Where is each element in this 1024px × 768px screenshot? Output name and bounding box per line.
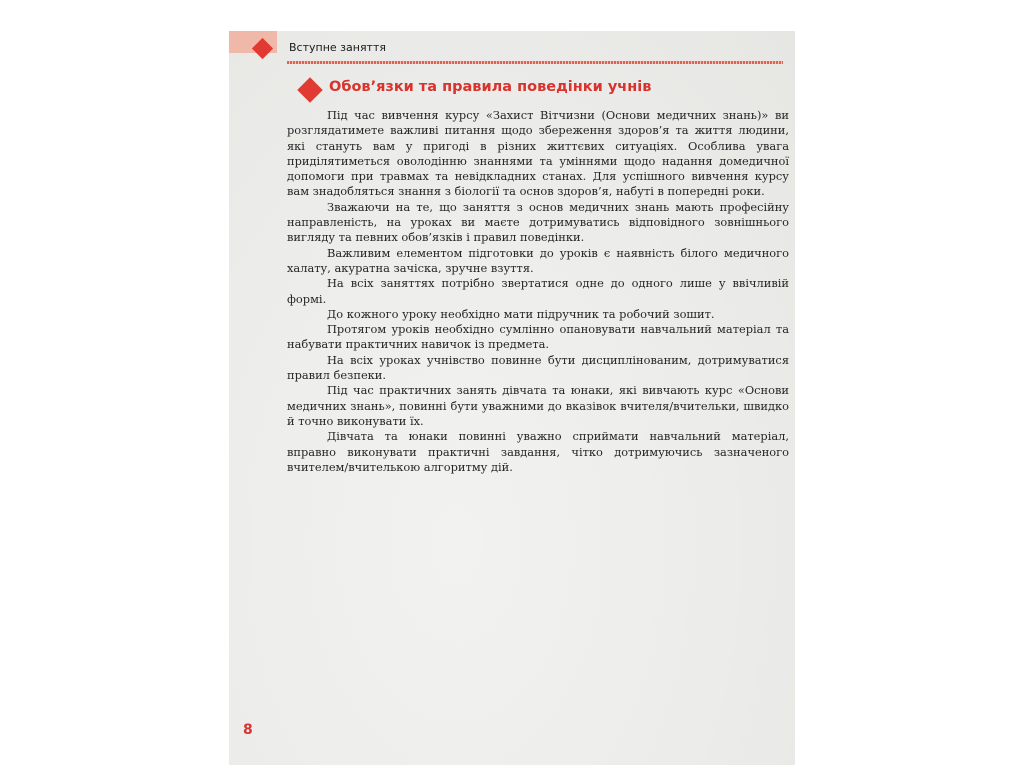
paragraph: На всіх уроках учнівство повинне бути дисциплінованим, дотримуватися правил безпеки. (287, 352, 789, 383)
title-diamond-icon (297, 77, 322, 102)
paragraph: Під час практичних занять дівчата та юнаки, які вивчають курс «Основи медичних знань», повинні бути уважними до вказівок вчителя/вчительки, швидко й точно виконувати їх. (287, 383, 789, 428)
paragraph: До кожного уроку необхідно мати підручник та робочий зошит. (327, 306, 715, 321)
section-label: Вступне заняття (289, 41, 386, 54)
page-number: 8 (243, 722, 253, 738)
paragraph: На всіх заняттях потрібно звертатися одне до одного лише у ввічливій формі. (287, 276, 789, 306)
book-page (229, 31, 795, 765)
paragraph: Протягом уроків необхідно сумлінно опановувати навчальний матеріал та набувати практичних навичок із предмета. (287, 322, 789, 352)
header-divider (287, 61, 783, 64)
paragraph: Дівчата та юнаки повинні уважно сприймати навчальний матеріал, вправно виконувати практичні завдання, чітко дотримуючись зазначеного вчителем/вчителькою алгоритму дій. (287, 429, 789, 474)
body-text (287, 108, 789, 475)
paragraph: Важливим елементом підготовки до уроків є наявність білого медичного халату, акуратна зачіска, зручне взуття. (287, 245, 789, 275)
page-title: Обов’язки та правила поведінки учнів (329, 79, 652, 95)
paragraph: Зважаючи на те, що заняття з основ медичних знань мають професійну направленість, на уроках ви маєте дотримуватись відповідного зовнішнього вигляду та певних обов’язків і правил поведінки. (287, 199, 789, 245)
paragraph: Під час вивчення курсу «Захист Вітчизни (Основи медичних знань)» ви розглядатимете важливі питання щодо збереження здоров’я та життя людини, які стануть вам у пригоді в різних життєвих ситуаціях. Особлива увага приділятиметься оволодінню знаннями та уміннями щодо надання домедичної допомоги при травмах та невідкладних станах. Для успішного вивчення курсу вам знадобляться знання з біології та основ здоров’я, набуті в попередні роки. (287, 108, 789, 199)
